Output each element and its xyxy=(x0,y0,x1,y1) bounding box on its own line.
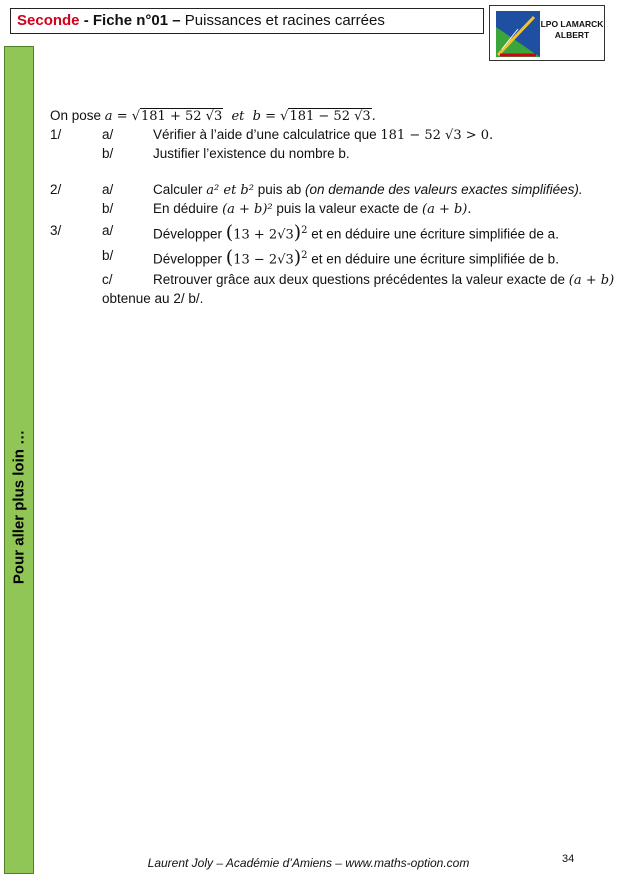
q2b-pre: En déduire xyxy=(153,201,223,216)
q2b-mid: puis la valeur exacte de xyxy=(272,201,422,216)
q3a-pre: Développer xyxy=(153,226,226,242)
radicand-b: 181 − 52 √3 xyxy=(289,109,371,124)
intro-line xyxy=(50,106,610,125)
page-number: 34 xyxy=(562,853,575,865)
q3a-line xyxy=(50,218,610,243)
q2a-pre: Calculer xyxy=(153,182,207,197)
eq-sign-a: = √ xyxy=(112,109,141,124)
topic-title: Puissances et racines carrées xyxy=(184,12,385,29)
q1b-text: Justifier l’existence du nombre b. xyxy=(153,146,350,161)
q2a-italic: (on demande des valeurs exactes simplifiées). xyxy=(305,182,583,197)
paren-open: ( xyxy=(225,246,234,269)
q2b-line xyxy=(50,199,610,218)
exponent-2: 2 xyxy=(301,225,308,236)
sub-label: a/ xyxy=(102,182,114,197)
q3b-post: et en déduire une écriture simplifiée de b. xyxy=(307,251,559,267)
question-number: 2/ xyxy=(50,182,62,197)
sub-label: a/ xyxy=(102,127,114,142)
q3c-cont-text: obtenue au 2/ b/. xyxy=(102,291,204,306)
q1a-text xyxy=(153,125,493,145)
page-header xyxy=(10,8,484,34)
level-label: Seconde xyxy=(17,12,80,29)
q3a-math: 13 + 2√3 xyxy=(233,227,294,243)
logo-line1: LPO LAMARCK xyxy=(540,19,604,29)
et-word: et xyxy=(223,109,253,124)
sub-label: c/ xyxy=(102,272,113,287)
q1a-line xyxy=(50,125,610,144)
paren-open: ( xyxy=(225,221,234,244)
school-logo xyxy=(489,5,605,61)
spacer xyxy=(50,163,610,180)
eq-sign-b: = √ xyxy=(261,109,289,124)
q3b-text xyxy=(153,246,559,270)
sub-label: b/ xyxy=(102,248,114,263)
q2b-math1: (a + b)² xyxy=(222,202,273,217)
question-number: 1/ xyxy=(50,127,62,142)
intro-end: . xyxy=(371,109,376,124)
q2a-math: a² et b² xyxy=(206,183,254,198)
q3a-post: et en déduire une écriture simplifiée de a. xyxy=(307,226,559,242)
fiche-number: Fiche n°01 xyxy=(92,12,169,29)
q3c-continuation xyxy=(50,289,610,308)
q3c-math: (a + b) xyxy=(568,273,615,288)
q1a-instruction: Vérifier à l’aide d’une calculatrice que xyxy=(153,127,381,142)
sub-label: a/ xyxy=(102,223,114,238)
radicand-a: 181 + 52 √3 xyxy=(141,109,223,124)
q3b-math: 13 − 2√3 xyxy=(233,252,294,268)
q1a-math: 181 − 52 √3 > 0. xyxy=(380,128,494,143)
q3b-line xyxy=(50,243,610,270)
sidebar-band xyxy=(4,46,34,874)
var-a: a xyxy=(104,109,113,124)
sidebar-label: Pour aller plus loin … xyxy=(10,429,28,585)
exponent-2: 2 xyxy=(301,250,308,261)
intro-prefix: On pose xyxy=(50,108,105,123)
q3c-instruction: Retrouver grâce aux deux questions précédentes la valeur exacte de xyxy=(153,272,569,287)
exercise-content xyxy=(50,106,615,308)
q3c-line xyxy=(50,270,615,289)
logo-line2: ALBERT xyxy=(554,30,590,40)
header-separator-dash: – xyxy=(168,12,185,29)
question-number: 3/ xyxy=(50,223,62,238)
q1b-line xyxy=(50,144,610,163)
q2a-line xyxy=(50,180,610,199)
q2b-math2: (a + b). xyxy=(422,202,472,217)
logo-text xyxy=(540,19,604,41)
q2a-text xyxy=(153,180,583,200)
q2b-text xyxy=(153,199,472,219)
var-b: b xyxy=(252,109,261,124)
paren-close: ) xyxy=(293,246,302,269)
q2a-mid: puis ab xyxy=(253,182,306,197)
q3c-text xyxy=(153,270,614,290)
sub-label: b/ xyxy=(102,201,114,216)
sub-label: b/ xyxy=(102,146,114,161)
lamarck-logo-icon xyxy=(496,11,540,57)
page-footer: Laurent Joly – Académie d’Amiens – www.maths-option.com xyxy=(147,856,470,870)
q3a-text xyxy=(153,221,559,245)
paren-close: ) xyxy=(293,221,302,244)
header-separator: - xyxy=(79,12,93,29)
q3b-pre: Développer xyxy=(153,251,226,267)
